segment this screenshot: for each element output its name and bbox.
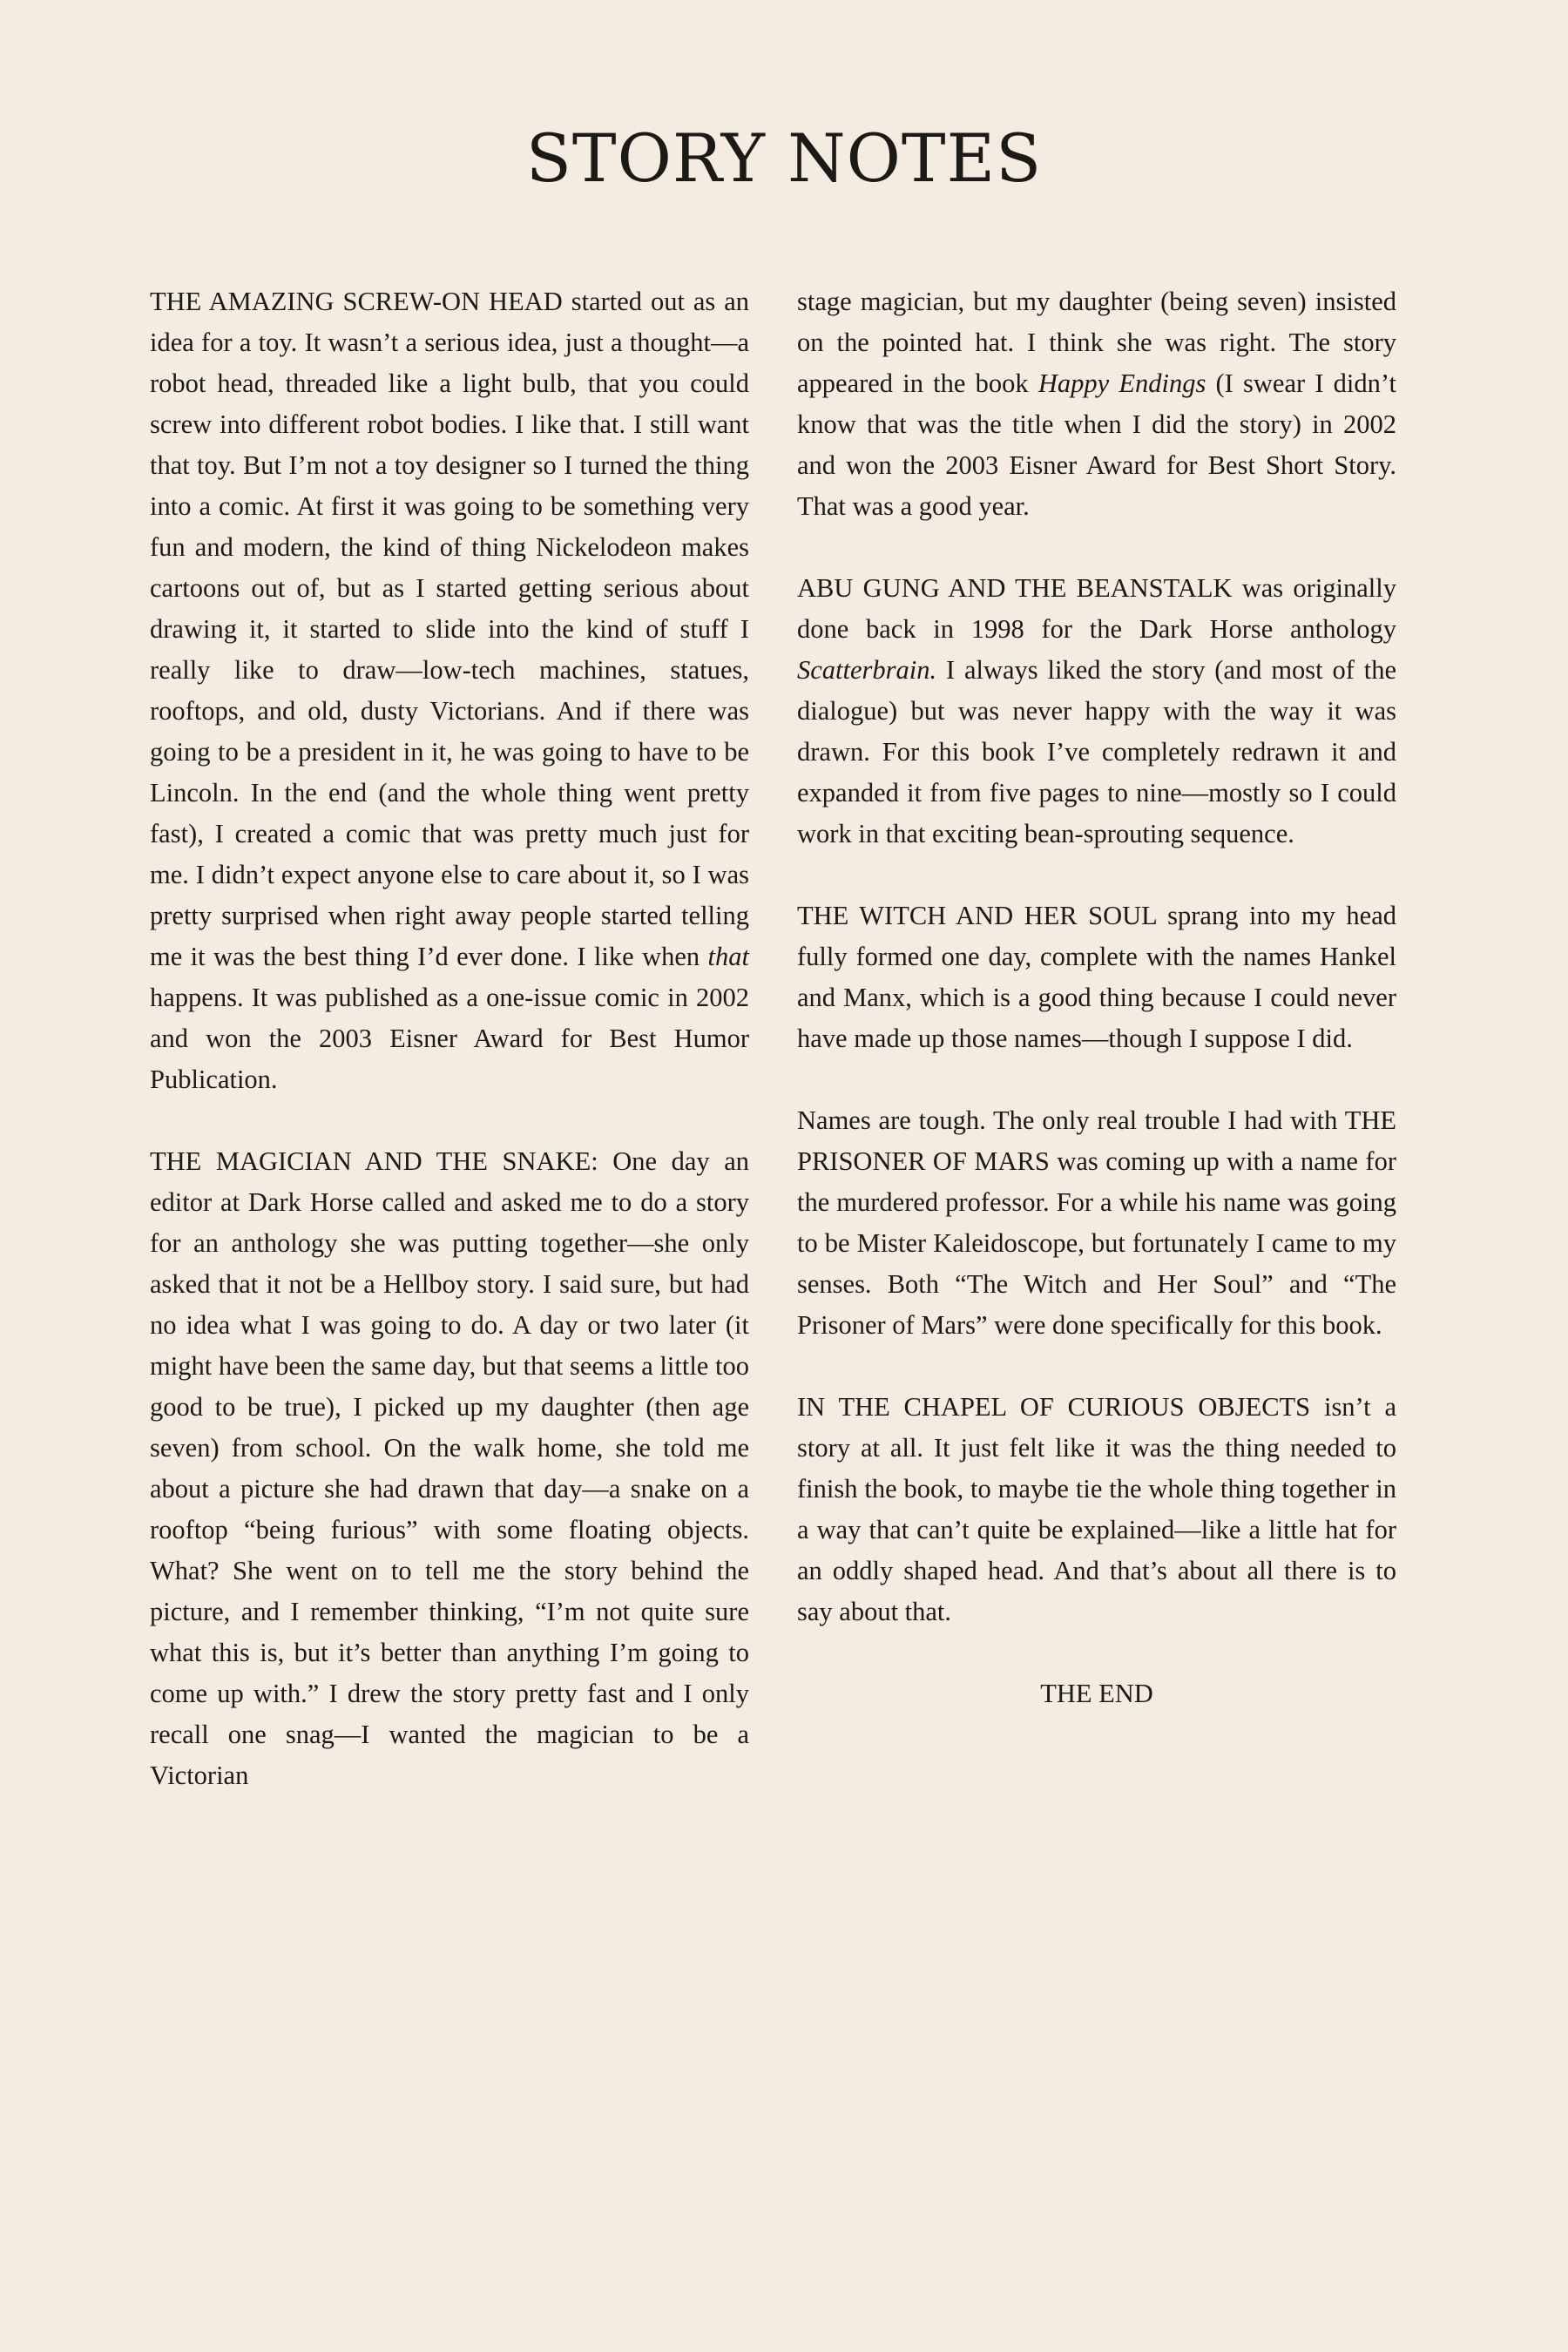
story-title: THE WITCH AND HER SOUL: [797, 901, 1157, 930]
paragraph-text: was coming up with a name for the murdered professor. For a while his name was going to be Mister Kaleidoscope, but fortunately I came to my senses. Both “The Witch and Her Soul” and “The Prisoner of Mars” were done specifically for this book.: [797, 1146, 1396, 1340]
right-column: [797, 281, 1396, 1755]
paragraph-text: started out as an idea for a toy. It wasn’t a serious idea, just a thought—a robot head, threaded like a light bulb, that you could screw into different robot bodies. I like that. I still want that toy. But I’m not a toy designer so I turned the thing into a comic. At first it was going to be something very fun and modern, the kind of thing Nickelodeon makes cartoons out of, but as I started getting serious about drawing it, it started to slide into the kind of stuff I really like to draw—low-tech machines, statues, rooftops, and old, dusty Victorians. And if there was going to be a president in it, he was going to have to be Lincoln. In the end (and the whole thing went pretty fast), I created a comic that was pretty much just for me. I didn’t expect anyone else to care about it, so I was pretty surprised when right away people started telling me it was the best thing I’d ever done. I like when: [150, 287, 750, 971]
paragraph-text: stage magician, but my daughter (being seven) insisted on the pointed hat. I think she was right. The story appeared in the book: [797, 287, 1396, 398]
story-title: THE PRISONER OF MARS: [797, 1105, 1396, 1176]
emphasis: Happy Endings: [1037, 368, 1206, 398]
note-abu-gung: [797, 568, 1396, 855]
story-title: ABU GUNG AND THE BEANSTALK: [797, 573, 1233, 603]
paragraph-text: (I swear I didn’t know that was the title when I did the story) in 2002 and won the 2003 Eisner Award for Best Short Story. That was a good year.: [797, 368, 1396, 521]
note-prisoner-of-mars: [797, 1100, 1396, 1346]
paragraph-text: was originally done back in 1998 for the Dark Horse anthology: [797, 573, 1396, 644]
paragraph-text: happens. It was published as a one-issue comic in 2002 and won the 2003 Eisner Award for Best Humor Publication.: [150, 983, 749, 1094]
note-magician-and-snake-continued: [797, 281, 1396, 527]
emphasis: Scatterbrain.: [797, 655, 937, 685]
the-end: THE END: [1040, 1679, 1153, 1708]
left-column: [150, 281, 749, 1837]
note-amazing-screw-on-head: [150, 281, 749, 1100]
page-title: STORY NOTES: [525, 119, 1043, 197]
note-magician-and-snake: [150, 1141, 749, 1796]
paragraph-text: Names are tough. The only real trouble I had with: [797, 1105, 1345, 1135]
paragraph-text: sprang into my head fully formed one day, complete with the names Hankel and Manx, which is a good thing because I could never have made up those names—though I suppose I did.: [797, 901, 1396, 1053]
paragraph-text: One day an editor at Dark Horse called and asked me to do a story for an anthology she was putting together—she only asked that it not be a Hellboy story. I said sure, but had no idea what I was going to do. A day or two later (it might have been the same day, but that seems a little too good to be true), I picked up my daughter (then age seven) from school. On the walk home, she told me about a picture she had drawn that day—a snake on a rooftop “being furious” with some floating objects. What? She went on to tell me the story behind the picture, and I remember thinking, “I’m not quite sure what this is, but it’s better than anything I’m going to come up with.” I drew the story pretty fast and I only recall one snag—I wanted the magician to be a Victorian: [150, 1146, 749, 1790]
story-title: IN THE CHAPEL OF CURIOUS OBJECTS: [797, 1392, 1311, 1422]
note-chapel-of-curious-objects: [797, 1387, 1396, 1632]
paragraph-text: I always liked the story (and most of the dialogue) but was never happy with the way it was drawn. For this book I’ve completely redrawn it and expanded it from five pages to nine—mostly so I could work in that exciting bean-sprouting sequence.: [797, 655, 1396, 848]
paragraph-text: isn’t a story at all. It just felt like it was the thing needed to finish the book, to maybe tie the whole thing together in a way that can’t quite be explained—like a little hat for an oddly shaped head. And that’s about all there is to say about that.: [797, 1392, 1396, 1626]
story-title: THE MAGICIAN AND THE SNAKE:: [150, 1146, 598, 1176]
emphasis: that: [707, 942, 749, 971]
story-title: THE AMAZING SCREW-ON HEAD: [150, 287, 563, 316]
note-witch-and-her-soul: [797, 896, 1396, 1059]
